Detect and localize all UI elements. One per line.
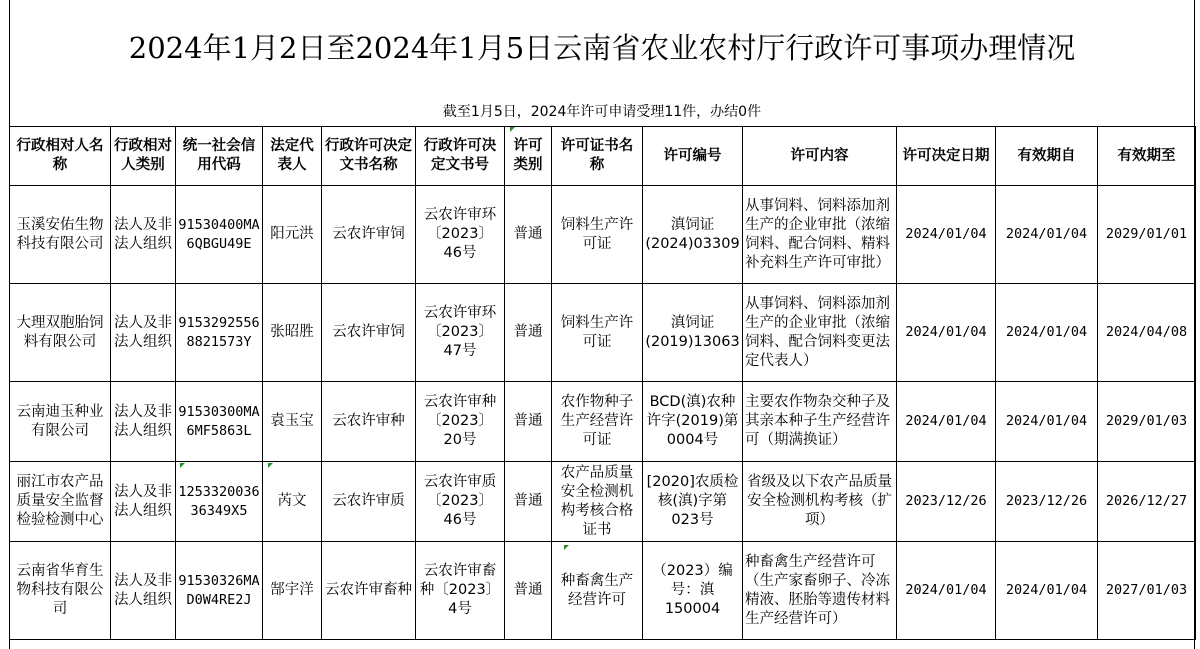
col-header[interactable]: 有效期至: [1098, 127, 1196, 186]
page-subtitle: 截至1月5日，2024年许可申请受理11件，办结0件: [442, 104, 762, 120]
cell-name[interactable]: 丽江市农产品质量安全监督检验检测中心: [10, 462, 111, 542]
cell-decision-date[interactable]: 2024/01/04: [897, 186, 996, 284]
cell-license-type[interactable]: 普通: [505, 186, 552, 284]
cell-category[interactable]: 法人及非法人组织: [111, 284, 176, 382]
cell-cert-name[interactable]: 农作物种子生产经营许可证: [552, 382, 643, 462]
cell-doc-name[interactable]: 云农许审饲: [322, 186, 416, 284]
cell-doc-no[interactable]: 云农许审种〔2023〕20号: [416, 382, 505, 462]
cell-license-no[interactable]: 滇饲证(2019)13063: [643, 284, 743, 382]
cell-name[interactable]: 云南迪玉种业有限公司: [10, 382, 111, 462]
col-header[interactable]: 许可内容: [743, 127, 897, 186]
cell-content[interactable]: 从事饲料、饲料添加剂生产的企业审批（浓缩饲料、配合饲料变更法定代表人）: [743, 284, 897, 382]
cell-doc-no[interactable]: 云农许审质〔2023〕46号: [416, 462, 505, 542]
col-header[interactable]: 行政许可决定文书名称: [322, 127, 416, 186]
col-header[interactable]: 行政相对人名称: [10, 127, 111, 186]
cell-category[interactable]: 法人及非法人组织: [111, 462, 176, 542]
cell-valid-to[interactable]: 2024/04/08: [1098, 284, 1196, 382]
col-header[interactable]: 许可类别: [505, 127, 552, 186]
cell-valid-from[interactable]: 2024/01/04: [996, 284, 1098, 382]
cell-category[interactable]: 法人及非法人组织: [111, 542, 176, 640]
cell-category[interactable]: 法人及非法人组织: [111, 382, 176, 462]
col-header[interactable]: 有效期自: [996, 127, 1098, 186]
cell-license-type[interactable]: 普通: [505, 284, 552, 382]
cell-doc-no[interactable]: 云农许审环〔2023〕46号: [416, 186, 505, 284]
col-header[interactable]: 许可证书名称: [552, 127, 643, 186]
cell-content[interactable]: 主要农作物杂交种子及其亲本种子生产经营许可（期满换证）: [743, 382, 897, 462]
cell-license-no[interactable]: 滇饲证(2024)03309: [643, 186, 743, 284]
cell-legal-rep[interactable]: 张昭胜: [263, 284, 322, 382]
col-header[interactable]: 法定代表人: [263, 127, 322, 186]
col-header[interactable]: 行政许可决定文书号: [416, 127, 505, 186]
permit-table: [9, 126, 1196, 640]
cell-comment-marker: [180, 463, 185, 468]
col-header[interactable]: 统一社会信用代码: [176, 127, 263, 186]
cell-license-no[interactable]: BCD(滇)农种许字(2019)第0004号: [643, 382, 743, 462]
cell-name[interactable]: 玉溪安佑生物科技有限公司: [10, 186, 111, 284]
cell-license-no[interactable]: （2023）编号：滇150004: [643, 542, 743, 640]
cell-content[interactable]: 从事饲料、饲料添加剂生产的企业审批（浓缩饲料、配合饲料、精料补充料生产许可审批）: [743, 186, 897, 284]
table-row: [10, 186, 1196, 284]
cell-cert-name[interactable]: 种畜禽生产经营许可: [552, 542, 643, 640]
cell-valid-from[interactable]: 2024/01/04: [996, 186, 1098, 284]
cell-valid-to[interactable]: 2027/01/03: [1098, 542, 1196, 640]
table-row: [10, 284, 1196, 382]
cell-credit-code[interactable]: 91530326MAD0W4RE2J: [176, 542, 263, 640]
cell-license-type[interactable]: 普通: [505, 462, 552, 542]
cell-doc-name[interactable]: 云农许审种: [322, 382, 416, 462]
cell-doc-name[interactable]: 云农许审质: [322, 462, 416, 542]
cell-credit-code[interactable]: 125332003636349X5: [176, 462, 263, 542]
cell-legal-rep[interactable]: 阳元洪: [263, 186, 322, 284]
table-row: [10, 542, 1196, 640]
cell-doc-name[interactable]: 云农许审畜种: [322, 542, 416, 640]
cell-cert-name[interactable]: 饲料生产许可证: [552, 186, 643, 284]
cell-decision-date[interactable]: 2024/01/04: [897, 284, 996, 382]
page-title: 2024年1月2日至2024年1月5日云南省农业农村厅行政许可事项办理情况: [128, 30, 1076, 65]
cell-license-type[interactable]: 普通: [505, 542, 552, 640]
header-row: [10, 127, 1196, 186]
cell-license-type[interactable]: 普通: [505, 382, 552, 462]
cell-legal-rep[interactable]: 郜宇洋: [263, 542, 322, 640]
cell-decision-date[interactable]: 2024/01/04: [897, 542, 996, 640]
table-row: [10, 462, 1196, 542]
cell-comment-marker: [510, 127, 515, 132]
cell-credit-code[interactable]: 91530400MA6QBGU49E: [176, 186, 263, 284]
cell-name[interactable]: 云南省华育生物科技有限公司: [10, 542, 111, 640]
cell-doc-name[interactable]: 云农许审饲: [322, 284, 416, 382]
cell-decision-date[interactable]: 2024/01/04: [897, 382, 996, 462]
cell-credit-code[interactable]: 91530300MA6MF5863L: [176, 382, 263, 462]
cell-doc-no[interactable]: 云农许审畜种〔2023〕4号: [416, 542, 505, 640]
cell-category[interactable]: 法人及非法人组织: [111, 186, 176, 284]
cell-comment-marker: [268, 463, 273, 468]
cell-valid-from[interactable]: 2024/01/04: [996, 542, 1098, 640]
cell-content[interactable]: 省级及以下农产品质量安全检测机构考核（扩项）: [743, 462, 897, 542]
col-header[interactable]: 许可编号: [643, 127, 743, 186]
cell-credit-code[interactable]: 91532925568821573Y: [176, 284, 263, 382]
cell-valid-from[interactable]: 2023/12/26: [996, 462, 1098, 542]
cell-valid-from[interactable]: 2024/01/04: [996, 382, 1098, 462]
cell-content[interactable]: 种畜禽生产经营许可（生产家畜卵子、冷冻精液、胚胎等遗传材料生产经营许可）: [743, 542, 897, 640]
col-header[interactable]: 许可决定日期: [897, 127, 996, 186]
cell-cert-name[interactable]: 农产品质量安全检测机构考核合格证书: [552, 462, 643, 542]
table-row: [10, 382, 1196, 462]
cell-comment-marker: [564, 545, 569, 550]
spreadsheet-sheet: [9, 0, 1195, 649]
cell-valid-to[interactable]: 2029/01/01: [1098, 186, 1196, 284]
cell-decision-date[interactable]: 2023/12/26: [897, 462, 996, 542]
cell-legal-rep[interactable]: 袁玉宝: [263, 382, 322, 462]
cell-valid-to[interactable]: 2029/01/03: [1098, 382, 1196, 462]
cell-name[interactable]: 大理双胞胎饲料有限公司: [10, 284, 111, 382]
cell-legal-rep[interactable]: 芮文: [263, 462, 322, 542]
cell-license-no[interactable]: [2020]农质检核(滇)字第023号: [643, 462, 743, 542]
cell-doc-no[interactable]: 云农许审环〔2023〕47号: [416, 284, 505, 382]
cell-valid-to[interactable]: 2026/12/27: [1098, 462, 1196, 542]
col-header[interactable]: 行政相对人类别: [111, 127, 176, 186]
cell-cert-name[interactable]: 饲料生产许可证: [552, 284, 643, 382]
